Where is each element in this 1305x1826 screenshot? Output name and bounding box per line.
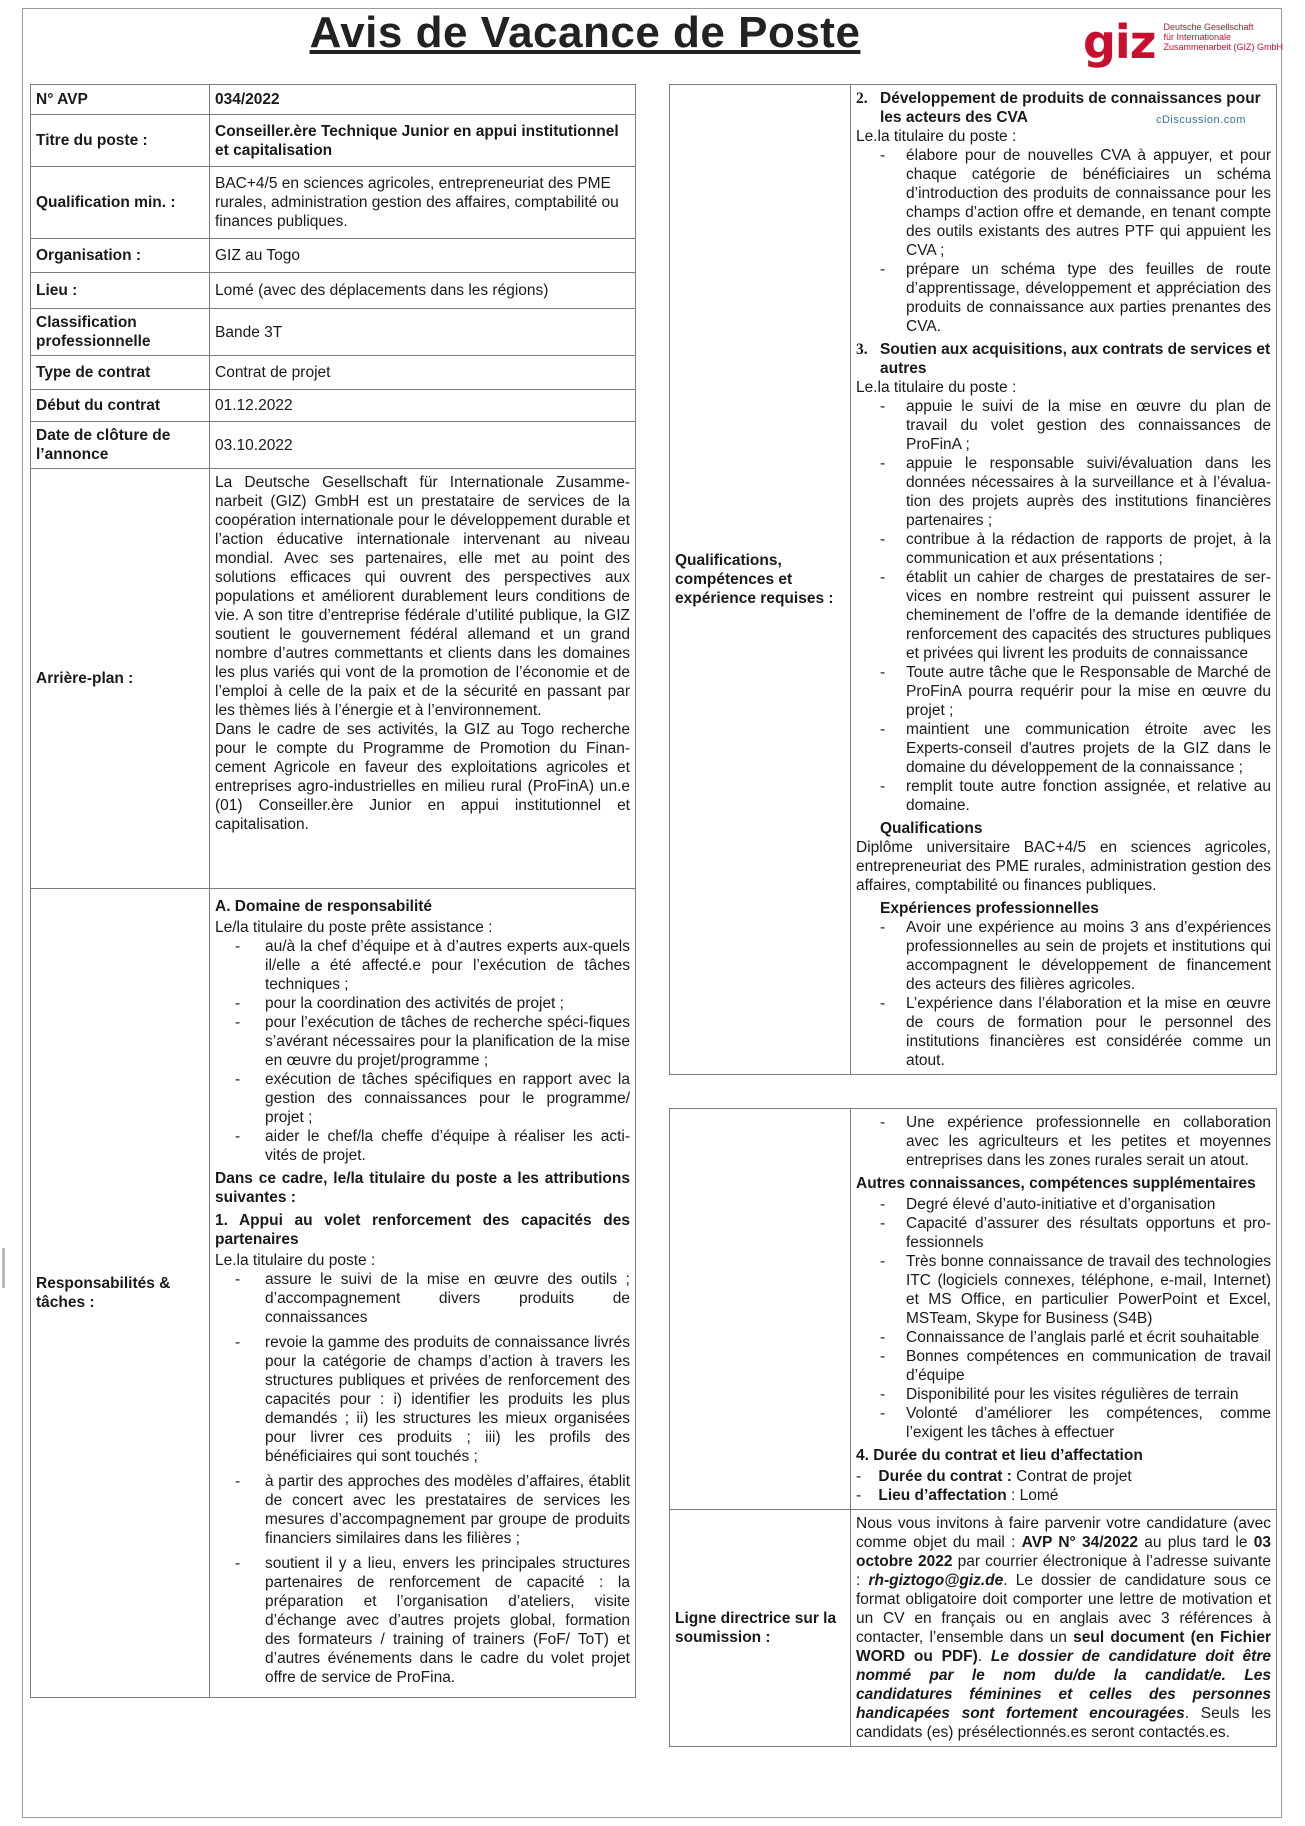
list-item: - Volonté d’améliorer les compétences, comme l’exigent les tâches à effectuer (906, 1404, 1271, 1442)
row-closing-date: Date de clôture de l’annonce 03.10.2022 (31, 422, 636, 469)
giz-logo-text: Deutsche Gesellschaft für Internationale Zusammenarbeit (GIZ) GmbH (1163, 22, 1283, 52)
list-item: - à partir des approches des modèles d’affaires, établit de concert avec les prestataires de services les mesures d’accompagnement par groupe de produits financiers similaires dans les filières ; (265, 1472, 630, 1548)
section-2-list (856, 146, 1271, 336)
list-item: - aider le chef/la cheffe d’équipe à réaliser les acti-vités de projet. (265, 1127, 630, 1165)
giz-logo (1083, 15, 1283, 69)
qualifications-text: Diplôme universitaire BAC+4/5 en sciences agricoles, entrepreneuriat des PME rurales, administration gestion des affaires, comptabilité ou finances publiques. (856, 839, 1271, 894)
skills-table (669, 1108, 1277, 1747)
section-1-list (215, 1270, 630, 1687)
giz-logo-mark: giz (1083, 15, 1156, 69)
job-info-table (30, 84, 636, 1698)
section-3-list (856, 397, 1271, 815)
section-1-title: 1. Appui au volet renforcement des capacités des partenaires (215, 1212, 630, 1248)
list-item: - Une expérience professionnelle en collaboration avec les agriculteurs et les petites et moyennes entreprises dans les zones rurales serait un atout. (906, 1113, 1271, 1170)
section-2-intro: Le.la titulaire du poste : (856, 128, 1017, 145)
requirements-table (669, 84, 1277, 1075)
section-2-title: 2. Développement de produits de connaissances pour les acteurs des CVA (856, 90, 1261, 126)
list-item: - Disponibilité pour les visites régulières de terrain (906, 1385, 1271, 1404)
row-lieu: Lieu : Lomé (avec des déplacements dans les régions) (31, 273, 636, 309)
other-skills-title: Autres connaissances, compétences supplémentaires (856, 1175, 1256, 1192)
email-link[interactable]: rh-giztogo@giz.de (868, 1572, 1004, 1589)
row-qualification: Qualification min. : BAC+4/5 en sciences agricoles, entrepreneuriat des PME rurales, administration gestion des affaires, comptabilité ou finances publiques. (31, 167, 636, 239)
scroll-marker (2, 1248, 5, 1288)
row-submission: Ligne directrice sur la soumission : Nous vous invitons à faire parvenir votre candidature (avec comme objet du mail : AVP N° 34/2022 au plus tard le 03 octobre 2022 par courrier électronique à l’adresse suivante : rh-giztogo@giz.de. Le dossier de candidature sous ce format obligatoire doit comporter une lettre de motivation et un CV en français ou en anglais avec 3 références à contacter, l’ensemble dans un seul document (en Fichier WORD ou PDF). Le dossier de candidature doit être nommé par le nom du/de la candidat/e. Les candidatures féminines et celles des personnes handicapées sont fortement encouragées. Seuls les candidats (es) présélectionnés.es seront contactés.es. (670, 1510, 1277, 1747)
experience-list (856, 918, 1271, 1070)
background-paragraph-1: La Deutsche Gesellschaft für Internationale Zusamme-narbeit (GIZ) GmbH est un prestataire de services de la coopération internationale pour le développement durable et l’action éducative internationale intervenant au niveau mondial. Avec ses partenaires, elle met au point des solutions efficaces qui ouvrent des perspectives aux populations et améliorent durablement leurs conditions de vie. A son titre d’entreprise fédérale d’utilité publique, la GIZ soutient le gouvernement fédéral allemand et un grand nombre d’autres commettants et clients dans les domaines les plus variés qui vont de la promotion de l’économie et de l’emploi à celle de la paix et de la sécurité en passant par les thèmes liés à l’énergie et à l’environnement. (215, 474, 630, 719)
experience-title: Expériences professionnelles (880, 900, 1099, 917)
frame-intro: Dans ce cadre, le/la titulaire du poste a les attributions suivantes : (215, 1170, 630, 1206)
row-skills (670, 1109, 1277, 1510)
list-item: - Capacité d’assurer des résultats opportuns et pro-fessionnels (906, 1214, 1271, 1252)
row-requirements: Qualifications, compétences et expérience requises : cDiscussion.com 2. Développement de produits de connaissances pour les acteurs des CVA Le.la titulaire du poste : - élabore pour de nouvelles CVA à appuyer, et pour chaque catégorie de bénéficiaires un schéma d’introduction des produits de connaissance pour les champs d’action offre et demande, en tenant compte des outils existants des autres PTF qui appuient les CVA ; - prépare un schéma type des feuilles de route d’apprentissage, développement et appréciation des produits de connaissance aux parties prenantes des CVA. 3. Soutien aux acquisitions, aux contrats de services et autres Le.la titulaire du poste : - appuie le suivi de la mise en œuvre du plan de travail du volet gestion des connaissances de ProFinA ; - appuie le responsable suivi/évaluation dans les données nécessaires à la surveillance et à l’évalua-tion des projets auprès des institutions financières partenaires ; - contribue à la rédaction de rapports de projet, à la communication et aux présentations ; - établit un cahier de charges de prestataires de ser-vices en nombre restreint qui puissent assurer le cheminement de l’offre de la demande identifiée de renforcement des capacités des structures publiques et privées qui livrent les produits de connaissance - Toute autre tâche que le Responsable de Marché de ProFinA pourra requérir pour la mise en œuvre du projet ; - maintient une communication étroite avec les Experts-conseil d'autres projets de la GIZ dans le domaine du développement de la connaissance ; - remplit toute autre fonction assignée, et relative au domaine. Qualifications Diplôme universitaire BAC+4/5 en sciences agricoles, entrepreneuriat des PME rurales, administration gestion des affaires, comptabilité ou finances publiques. Expériences professionnelles - Avoir une expérience au moins 3 ans d’expériences professionnelles au sein de projets et institutions qui accompagnent le développement de financement des acteurs des filières agricoles. - L’expérience dans l’élaboration et la mise en œuvre de cours de formation pour le personnel des institutions financières est considérée comme un atout. (670, 85, 1277, 1075)
list-item: - remplit toute autre fonction assignée, et relative au domaine. (906, 777, 1271, 815)
section-3-intro: Le.la titulaire du poste : (856, 379, 1017, 396)
list-item: - pour la coordination des activités de projet ; (265, 994, 630, 1013)
row-responsibilities: Responsabilités & tâches : A. Domaine de responsabilité Le/la titulaire du poste prête assistance : - au/à la chef d’équipe et à d’autres experts aux-quels il/elle a été affecté.e pour l’exécution de tâches techniques ; - pour la coordination des activités de projet ; - pour l’exécution de tâches de recherche spéci-fiques s’avérant nécessaires pour la planification de la mise en œuvre du projet/programme ; - exécution de tâches spécifiques en rapport avec la gestion des connaissances pour le programme/ projet ; - aider le chef/la cheffe d’équipe à réaliser les acti-vités de projet. Dans ce cadre, le/la titulaire du poste a les attributions suivantes : 1. Appui au volet renforcement des capacités des partenaires Le.la titulaire du poste : - assure le suivi de la mise en œuvre des outils ; d’accompagnement divers produits de connaissances - revoie la gamme des produits de connaissance livrés pour la catégorie de champs d’action à travers les structures publiques et privées de renforcement des capacités pour : i) identifier les produits les plus demandés ; ii) les structures les mieux organisées pour livrer ces produits ; iii) les profils des bénéficiaires qui sont touchés ; - à partir des approches des modèles d’affaires, établit de concert avec les prestataires de services les mesures d’accompagnement par groupe de produits financiers similaires dans les filières ; - soutient il y a lieu, envers les principales structures partenaires de renforcement de capacité : la préparation et l’organisation d’ateliers, visite d’échange avec d’autres projets global, formation des formateurs / training of trainers (FoF/ ToT) et d’autres événements dans le cadre du volet projet offre de service de ProFina. (31, 889, 636, 1698)
list-item: - Toute autre tâche que le Responsable de Marché de ProFinA pourra requérir pour la mise en œuvre du projet ; (906, 663, 1271, 720)
list-item: - prépare un schéma type des feuilles de route d’apprentissage, développement et appréciation des produits de connaissance aux parties prenantes des CVA. (906, 260, 1271, 336)
list-item: - Bonnes compétences en communication de travail d’équipe (906, 1347, 1271, 1385)
list-item: - revoie la gamme des produits de connaissance livrés pour la catégorie de champs d’action à travers les structures publiques et privées de renforcement des capacités pour : i) identifier les produits les plus demandés ; ii) les structures les mieux organisées pour livrer ces produits ; iii) les profils des bénéficiaires qui sont touchés ; (265, 1333, 630, 1466)
section-a-list (215, 937, 630, 1165)
list-item: - établit un cahier de charges de prestataires de ser-vices en nombre restreint qui puissent assurer le cheminement de l’offre de la demande identifiée de renforcement des capacités des structures publiques et privées qui livrent les produits de connaissance (906, 568, 1271, 663)
other-skills-list (856, 1195, 1271, 1442)
submission-text: Nous vous invitons à faire parvenir votre candidature (avec comme objet du mail : AVP N° 34/2022 au plus tard le 03 octobre 2022 par courrier électronique à l’adresse suivante : rh-giztogo@giz.de. Le dossier de candidature sous ce format obligatoire doit comporter une lettre de motivation et un CV en français ou en anglais avec 3 références à contacter, l’ensemble dans un seul document (en Fichier WORD ou PDF). Le dossier de candidature doit être nommé par le nom du/de la candidat/e. Les candidatures féminines et celles des personnes handicapées sont fortement encouragées. Seuls les candidats (es) présélectionnés.es seront contactés.es. (851, 1510, 1277, 1747)
page-title: Avis de Vacance de Poste (309, 8, 861, 57)
section-a-title: A. Domaine de responsabilité (215, 898, 433, 915)
watermark: cDiscussion.com (1155, 114, 1246, 126)
row-classification: Classification professionnelle Bande 3T (31, 309, 636, 356)
list-item: - Degré élevé d’auto-initiative et d’organisation (906, 1195, 1271, 1214)
list-item: - élabore pour de nouvelles CVA à appuyer, et pour chaque catégorie de bénéficiaires un schéma d’introduction des produits de connaissance pour les champs d’action offre et demande, en tenant compte des outils existants des autres PTF qui appuient les CVA ; (906, 146, 1271, 260)
list-item: - contribue à la rédaction de rapports de projet, à la communication et aux présentations ; (906, 530, 1271, 568)
row-organisation: Organisation : GIZ au Togo (31, 239, 636, 273)
section-a-intro: Le/la titulaire du poste prête assistance : (215, 919, 493, 936)
section-4-title: 4. Durée du contrat et lieu d’affectation (856, 1447, 1143, 1464)
list-item: - exécution de tâches spécifiques en rapport avec la gestion des connaissances pour le programme/ projet ; (265, 1070, 630, 1127)
row-start-date: Début du contrat 01.12.2022 (31, 390, 636, 422)
row-contract-type: Type de contrat Contrat de projet (31, 356, 636, 390)
list-item: - Avoir une expérience au moins 3 ans d’expériences professionnelles au sein de projets et institutions qui accompagnent le développement de financement des acteurs des filières agricoles. (906, 918, 1271, 994)
row-background: Arrière-plan : La Deutsche Gesellschaft für Internationale Zusamme-narbeit (GIZ) GmbH est un prestataire de services de la coopération internationale pour le développement durable et l’action éducative internationale intervenant au niveau mondial. Avec ses partenaires, elle met au point des solutions efficaces qui ouvrent des perspectives aux populations et améliorent durablement leurs conditions de vie. A son titre d’entreprise fédérale d’utilité publique, la GIZ soutient le gouvernement fédéral allemand et un grand nombre d’autres commettants et clients dans les domaines les plus variés qui vont de la promotion de l’économie et de l’emploi à celle de la paix et de la sécurité en passant par les thèmes liés à l’énergie et à l’environnement. Dans le cadre de ses activités, la GIZ au Togo recherche pour le compte du Programme de Promotion du Finan-cement Agricole en faveur des exploitations agricoles et entreprises agro-industrielles en milieu rural (ProFinA) un.e (01) Conseiller.ère Junior en appui institutionnel et capitalisation. (31, 469, 636, 889)
row-avp: N° AVP 034/2022 (31, 85, 636, 115)
list-item: - assure le suivi de la mise en œuvre des outils ; d’accompagnement divers produits de connaissances (265, 1270, 630, 1327)
list-item: - L’expérience dans l’élaboration et la mise en œuvre de cours de formation pour le personnel des institutions financières est considérée comme un atout. (906, 994, 1271, 1070)
list-item: - Connaissance de l’anglais parlé et écrit souhaitable (906, 1328, 1271, 1347)
experience-list-continued (856, 1113, 1271, 1170)
list-item: - appuie le responsable suivi/évaluation dans les données nécessaires à la surveillance et à l’évalua-tion des projets auprès des institutions financières partenaires ; (906, 454, 1271, 530)
list-item: - pour l’exécution de tâches de recherche spéci-fiques s’avérant nécessaires pour la planification de la mise en œuvre du projet/programme ; (265, 1013, 630, 1070)
row-title: Titre du poste : Conseiller.ère Technique Junior en appui institutionnel et capitalisation (31, 115, 636, 167)
qualifications-title: Qualifications (880, 820, 983, 837)
list-item: - Très bonne connaissance de travail des technologies ITC (logiciels connexes, téléphone, e-mail, Internet) et MS Office, en particulier PowerPoint et Excel, MSTeam, Skype for Business (S4B) (906, 1252, 1271, 1328)
contract-duration: - Durée du contrat : Contrat de projet (856, 1468, 1132, 1485)
section-1-intro: Le.la titulaire du poste : (215, 1252, 376, 1269)
list-item: - maintient une communication étroite avec les Experts-conseil d'autres projets de la GIZ dans le domaine du développement de la connaissance ; (906, 720, 1271, 777)
list-item: - appuie le suivi de la mise en œuvre du plan de travail du volet gestion des connaissances de ProFinA ; (906, 397, 1271, 454)
list-item: - soutient il y a lieu, envers les principales structures partenaires de renforcement de capacité : la préparation et l’organisation d’ateliers, visite d’échange avec d’autres projets global, formation des formateurs / training of trainers (FoF/ ToT) et d’autres événements dans le cadre du volet projet offre de service de ProFina. (265, 1554, 630, 1687)
list-item: - au/à la chef d’équipe et à d’autres experts aux-quels il/elle a été affecté.e pour l’exécution de tâches techniques ; (265, 937, 630, 994)
background-paragraph-2: Dans le cadre de ses activités, la GIZ au Togo recherche pour le compte du Programme de Promotion du Finan-cement Agricole en faveur des exploitations agricoles et entreprises agro-industrielles en milieu rural (ProFinA) un.e (01) Conseiller.ère Junior en appui institutionnel et capitalisation. (215, 721, 630, 833)
assignment-location: - Lieu d’affectation : Lomé (856, 1487, 1059, 1504)
section-3-title: 3. Soutien aux acquisitions, aux contrats de services et autres (856, 341, 1271, 377)
